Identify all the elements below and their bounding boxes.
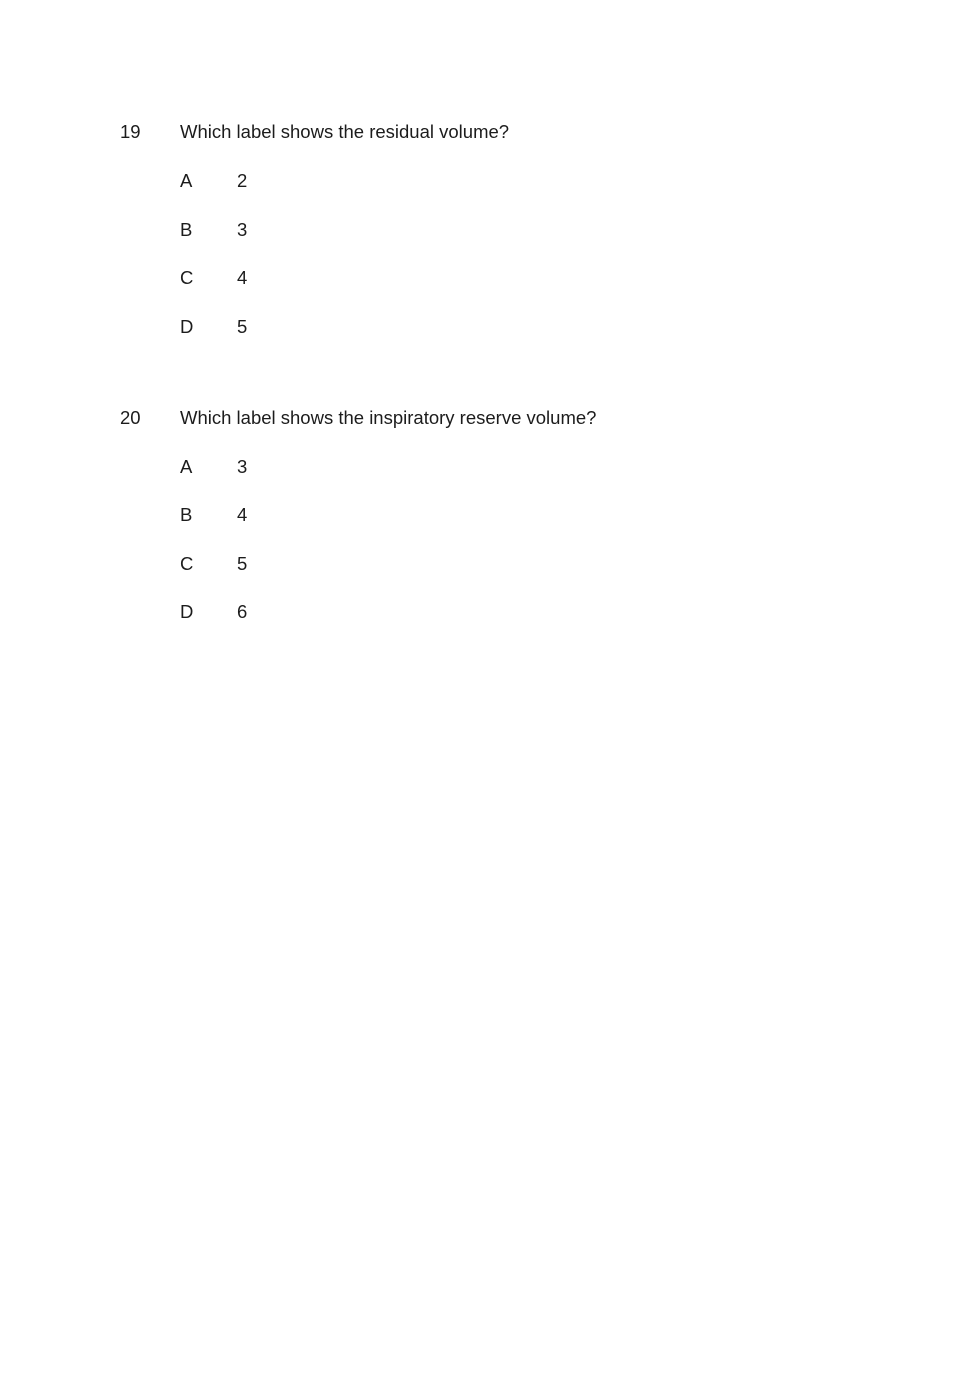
- option-value: 6: [237, 601, 248, 622]
- question-20: [120, 407, 898, 623]
- question-20-header: [120, 407, 898, 428]
- option-value: 2: [237, 170, 248, 191]
- option-value: 3: [237, 455, 248, 477]
- question-20-option-c: [180, 553, 898, 574]
- question-number: 19: [120, 121, 141, 142]
- option-value: 4: [237, 267, 248, 288]
- question-20-option-b: [180, 504, 898, 525]
- question-text: Which label shows the inspiratory reserve volume?: [180, 406, 597, 428]
- question-19-header: [120, 121, 898, 142]
- option-value: 4: [237, 504, 248, 525]
- question-19-option-b: [180, 219, 898, 240]
- option-letter: C: [180, 552, 194, 574]
- question-19-option-a: [180, 170, 898, 191]
- option-value: 5: [237, 552, 248, 574]
- option-letter: B: [180, 218, 193, 240]
- option-value: 5: [237, 315, 248, 337]
- question-19-option-c: [180, 267, 898, 288]
- option-value: 3: [237, 218, 248, 240]
- question-19-option-d: [180, 316, 898, 337]
- question-text: Which label shows the residual volume?: [180, 121, 510, 142]
- option-letter: B: [180, 504, 193, 525]
- option-letter: A: [180, 455, 193, 477]
- question-19: [120, 121, 898, 337]
- option-letter: D: [180, 601, 194, 622]
- option-letter: D: [180, 315, 194, 337]
- option-letter: A: [180, 170, 193, 191]
- option-letter: C: [180, 267, 194, 288]
- question-20-option-a: [180, 456, 898, 477]
- question-number: 20: [120, 406, 141, 428]
- question-20-option-d: [180, 601, 898, 622]
